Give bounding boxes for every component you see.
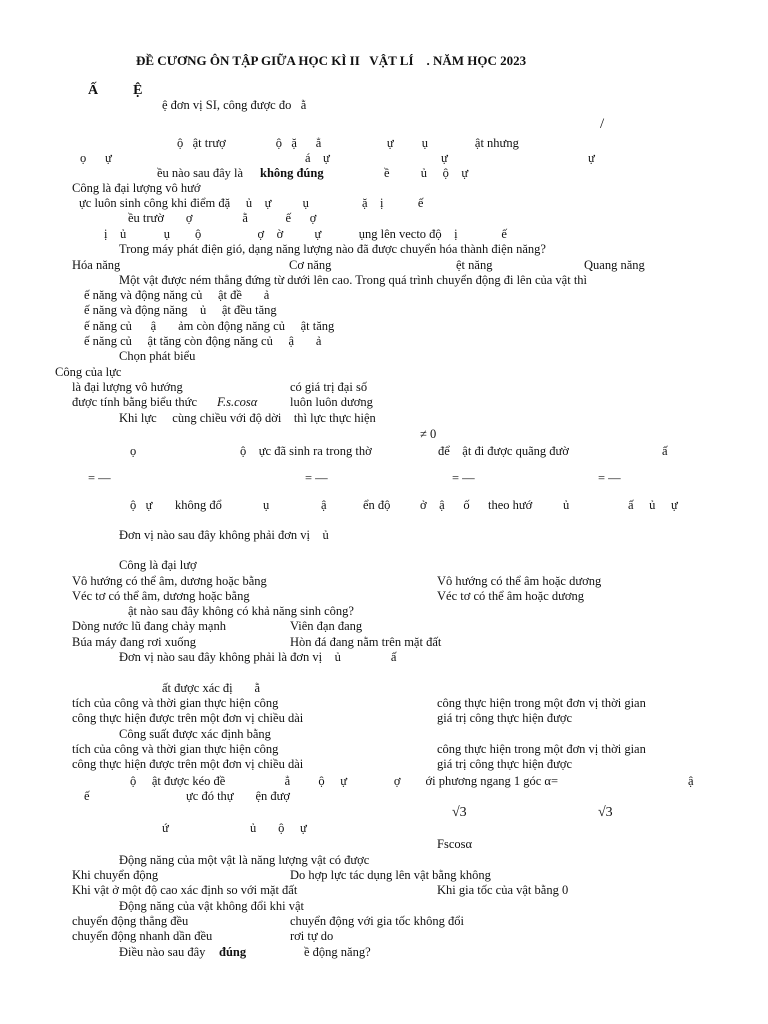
text-line: ọ ự xyxy=(80,151,112,165)
section-heading: Ấ Ệ xyxy=(88,83,143,98)
text-line: Khi gia tốc của vật bằng 0 xyxy=(437,883,569,897)
text-line: được tính bằng biểu thức xyxy=(72,395,197,409)
text-line: có giá trị đại số xyxy=(290,380,368,394)
text-line: tích của công và thời gian thực hiện công xyxy=(72,696,279,710)
text-line: để ật đi được quãng đườ xyxy=(438,444,569,458)
text-line: ự xyxy=(588,151,595,165)
text-line: Công là đại lượng vô hướ xyxy=(72,181,201,195)
text-line: Động năng của một vật là năng lượng vật có được xyxy=(119,853,370,867)
text-line: ấ xyxy=(662,444,668,458)
text-line: ật nào sau đây không có khả năng sinh công? xyxy=(128,604,354,618)
text-line: ệ đơn vị SI, công được đo ằ xyxy=(162,98,307,112)
text-line: chuyển động với gia tốc không đổi xyxy=(290,914,464,928)
text-line: Cơ năng xyxy=(289,258,332,272)
text-line: Công của lực xyxy=(55,365,122,379)
text-line: theo hướ xyxy=(488,498,533,512)
text-line: ộ ật trượ ộ ặ ẳ ự ụ ật nhưng xyxy=(177,136,519,150)
text-line: Trong máy phát điện gió, dạng năng lượng nào đã được chuyển hóa thành điện năng? xyxy=(119,242,546,256)
text-line: Đơn vị nào sau đây không phải là đơn vị ủ ấ xyxy=(119,650,397,664)
text-line: Khi vật ở một độ cao xác định so với mặt đất xyxy=(72,883,298,897)
text-line: Một vật được ném thẳng đứng từ dưới lên cao. Trong quá trình chuyển động đi lên của vật thì xyxy=(119,273,588,287)
text-line: tích của công và thời gian thực hiện công xyxy=(72,742,279,756)
text-line: công thực hiện được trên một đơn vị chiều dài xyxy=(72,757,304,771)
text-line: ực đó thự ện đượ xyxy=(186,789,291,803)
text-line: Công suất được xác định bằng xyxy=(119,727,271,741)
text-line: ấ ủ ự xyxy=(628,498,678,512)
text-line: ủ xyxy=(563,498,570,512)
text-line: ều nào sau đây là xyxy=(157,166,244,180)
text-line: Véc tơ có thể âm hoặc dương xyxy=(437,589,585,603)
text-line: chuyển động thẳng đều xyxy=(72,914,189,928)
formula-option: = — xyxy=(598,471,621,485)
text-line: ộ ự xyxy=(130,498,153,512)
formula-option: Fscosα xyxy=(437,837,473,851)
formula-option: √3 xyxy=(452,805,467,820)
text-line: là đại lượng vô hướng xyxy=(72,380,183,394)
text-line: ≠ 0 xyxy=(420,427,437,441)
text-line: á ự xyxy=(305,151,330,165)
text-line: ậ xyxy=(321,498,327,512)
text-line: Chọn phát biểu xyxy=(119,349,196,363)
text-line: luôn luôn dương xyxy=(290,395,373,409)
text-line: ụ xyxy=(263,498,270,512)
text-line: Do hợp lực tác dụng lên vật bằng không xyxy=(290,868,491,882)
page-title: ĐỀ CƯƠNG ÔN TẬP GIỮA HỌC KÌ II VẬT LÍ . NĂM HỌC 2023 xyxy=(136,53,527,68)
text-line: Quang năng xyxy=(584,258,645,272)
text-line: Khi lực cùng chiều với độ dời thì lực thực hiện xyxy=(119,411,376,425)
text-line: Dòng nước lũ đang chảy mạnh xyxy=(72,619,226,633)
text-line: ộ ật được kéo đề ẳ ộ ự ợ ới phương ngang 1 góc α= xyxy=(130,774,559,788)
text-line: ế năng củ ật tăng còn động năng củ ậ ả xyxy=(84,334,322,348)
formula-option: = — xyxy=(88,471,111,485)
text-line: ển độ xyxy=(363,498,391,512)
text-line: / xyxy=(600,116,605,132)
text-line: Công là đại lượ xyxy=(119,558,197,572)
text-line: Hòn đá đang nằm trên mặt đất xyxy=(290,635,442,649)
text-line: ề động năng? xyxy=(304,945,371,959)
text-line: Điều nào sau đây xyxy=(119,945,206,959)
text-line: giá trị công thực hiện được xyxy=(437,711,573,725)
text-line: ều trườ ợ ằ ế ợ xyxy=(128,211,317,225)
text-line: rơi tự do xyxy=(290,929,334,943)
text-line: công thực hiện trong một đơn vị thời gian xyxy=(437,742,646,756)
text-line: ế năng và động năng ủ ật đều tăng xyxy=(84,303,277,317)
text-line: Động năng của vật không đổi khi vật xyxy=(119,899,305,913)
text-line: Vô hướng có thể âm, dương hoặc bằng xyxy=(72,574,267,588)
text-line: ực luôn sinh công khi điểm đặ ủ ự ụ ặ ị ế xyxy=(79,196,424,210)
text-line: ứ ủ ộ ự xyxy=(162,821,307,835)
text-line: ế năng và động năng củ ật đề ả xyxy=(84,288,270,302)
text-line: không đúng xyxy=(260,166,324,180)
text-line: ề ủ ộ ự xyxy=(384,166,469,180)
text-line: F.s.cosα xyxy=(217,395,258,409)
formula-option: √3 xyxy=(598,805,613,820)
text-line: ở ậ ố xyxy=(420,498,470,512)
text-line: Khi chuyển động xyxy=(72,868,159,882)
text-line: chuyển động nhanh dần đều xyxy=(72,929,213,943)
text-line: ự xyxy=(441,151,448,165)
text-line: công thực hiện trong một đơn vị thời gian xyxy=(437,696,646,710)
text-line: ất được xác đị ằ xyxy=(162,681,261,695)
text-line: giá trị công thực hiện được xyxy=(437,757,573,771)
text-line: ị ủ ụ ộ ợ ờ ự ụng lên vecto độ ị ế xyxy=(104,227,507,241)
text-line: ệt năng xyxy=(456,258,493,272)
text-line: Vô hướng có thể âm hoặc dương xyxy=(437,574,602,588)
text-line: không đổ xyxy=(175,498,222,512)
formula-option: = — xyxy=(305,471,328,485)
text-line: công thực hiện được trên một đơn vị chiều dài xyxy=(72,711,304,725)
text-line: ậ xyxy=(688,774,694,788)
text-line: Đơn vị nào sau đây không phải đơn vị ủ xyxy=(119,528,329,542)
text-line: đúng xyxy=(219,945,247,959)
text-line: Hóa năng xyxy=(72,258,121,272)
formula-option: = — xyxy=(452,471,475,485)
text-line: ọ xyxy=(130,444,137,458)
text-line: Búa máy đang rơi xuống xyxy=(72,635,196,649)
text-line: Viên đạn đang xyxy=(290,619,363,633)
text-line: ế năng củ ậ ảm còn động năng củ ật tăng xyxy=(84,319,335,333)
text-line: ế xyxy=(84,789,90,803)
text-line: ộ ực đã sinh ra trong thờ xyxy=(240,444,372,458)
text-line: Véc tơ có thể âm, dương hoặc bằng xyxy=(72,589,250,603)
